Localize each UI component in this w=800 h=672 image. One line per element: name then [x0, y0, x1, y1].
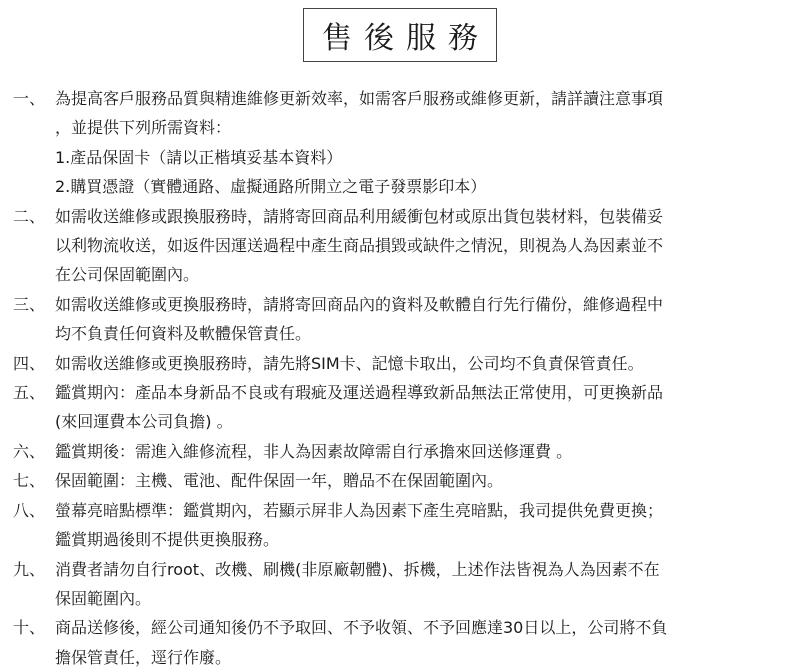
list-item: [13, 378, 793, 437]
title-wrap: [0, 8, 800, 62]
title-box: [303, 8, 497, 62]
item-body: [55, 290, 793, 349]
item-text-line: 均不負責任何資料及軟體保管責任。: [55, 324, 312, 344]
page-title: 售後服務: [322, 21, 490, 56]
item-number: 八、: [13, 500, 46, 520]
item-text-line: 為提高客戶服務品質與精進維修更新效率，如需客戶服務或維修更新，請詳讀注意事項: [55, 89, 664, 108]
list-item: [13, 555, 793, 614]
item-text-line: 鑑賞期內：產品本身新品不良或有瑕疵及運送過程導致新品無法正常使用，可更換新品: [55, 383, 664, 403]
item-body: [55, 349, 793, 378]
item-text-line: 擔保管責任，逕行作廢。: [55, 647, 232, 667]
item-number: 四、: [13, 353, 46, 373]
item-number: 五、: [13, 383, 46, 403]
item-text-line: 在公司保固範圍內。: [55, 265, 200, 285]
item-text-line: 如需收送維修或更換服務時，請先將SIM卡、記憶卡取出，公司均不負責保管責任。: [55, 353, 644, 373]
item-text-line: 2.購買憑證（實體通路、虛擬通路所開立之電子發票影印本）: [55, 177, 487, 197]
list-item: [13, 349, 793, 378]
item-text-line: 鑑賞期過後則不提供更換服務。: [55, 530, 280, 550]
item-text-line: ，並提供下列所需資料：: [55, 118, 232, 138]
item-text-line: 鑑賞期後：需進入維修流程，非人為因素故障需自行承擔來回送修運費 。: [55, 441, 573, 461]
item-text-line: 如需收送維修或跟換服務時，請將寄回商品利用緩衝包材或原出貨包裝材料，包裝備妥: [55, 206, 664, 226]
item-number: 七、: [13, 471, 46, 491]
item-text-line: 如需收送維修或更換服務時，請將寄回商品內的資料及軟體自行先行備份，維修過程中: [55, 294, 664, 314]
item-number: 十、: [13, 618, 46, 638]
item-text-line: 保固範圍：主機、電池、配件保固一年，贈品不在保固範圍內。: [55, 471, 504, 491]
item-body: [55, 555, 793, 614]
item-body: [55, 202, 793, 290]
item-text-line: 1.產品保固卡（請以正楷填妥基本資料）: [55, 147, 343, 167]
item-body: [55, 496, 793, 555]
item-body: [55, 378, 793, 437]
list-item: [13, 437, 793, 466]
list-item: [13, 496, 793, 555]
item-text-line: 螢幕亮暗點標準：鑑賞期內，若顯示屏非人為因素下產生亮暗點，我司提供免費更換；: [55, 500, 664, 520]
item-text-line: 保固範圍內。: [55, 588, 152, 608]
list-item: [13, 466, 793, 495]
list-item: [13, 613, 793, 672]
item-number: 三、: [13, 294, 46, 314]
terms-list: [13, 84, 793, 672]
item-body: [55, 466, 793, 495]
item-text-line: 以利物流收送，如返件因運送過程中產生商品損毀或缺件之情況，則視為人為因素並不: [55, 236, 664, 256]
item-text-line: 商品送修後，經公司通知後仍不予取回、不予收領、不予回應達30日以上，公司將不負: [55, 618, 668, 638]
item-number: 二、: [13, 206, 46, 226]
item-text-line: (來回運費本公司負擔) 。: [55, 412, 233, 432]
item-body: [55, 437, 793, 466]
item-number: 一、: [13, 89, 46, 108]
list-item: [13, 202, 793, 290]
item-body: [55, 613, 793, 672]
item-number: 六、: [13, 441, 46, 461]
item-text-line: 消費者請勿自行root、改機、刷機(非原廠韌體)、拆機，上述作法皆視為人為因素不在: [55, 559, 660, 579]
item-body: [55, 84, 793, 202]
list-item: [13, 84, 793, 202]
list-item: [13, 290, 793, 349]
item-number: 九、: [13, 559, 46, 579]
